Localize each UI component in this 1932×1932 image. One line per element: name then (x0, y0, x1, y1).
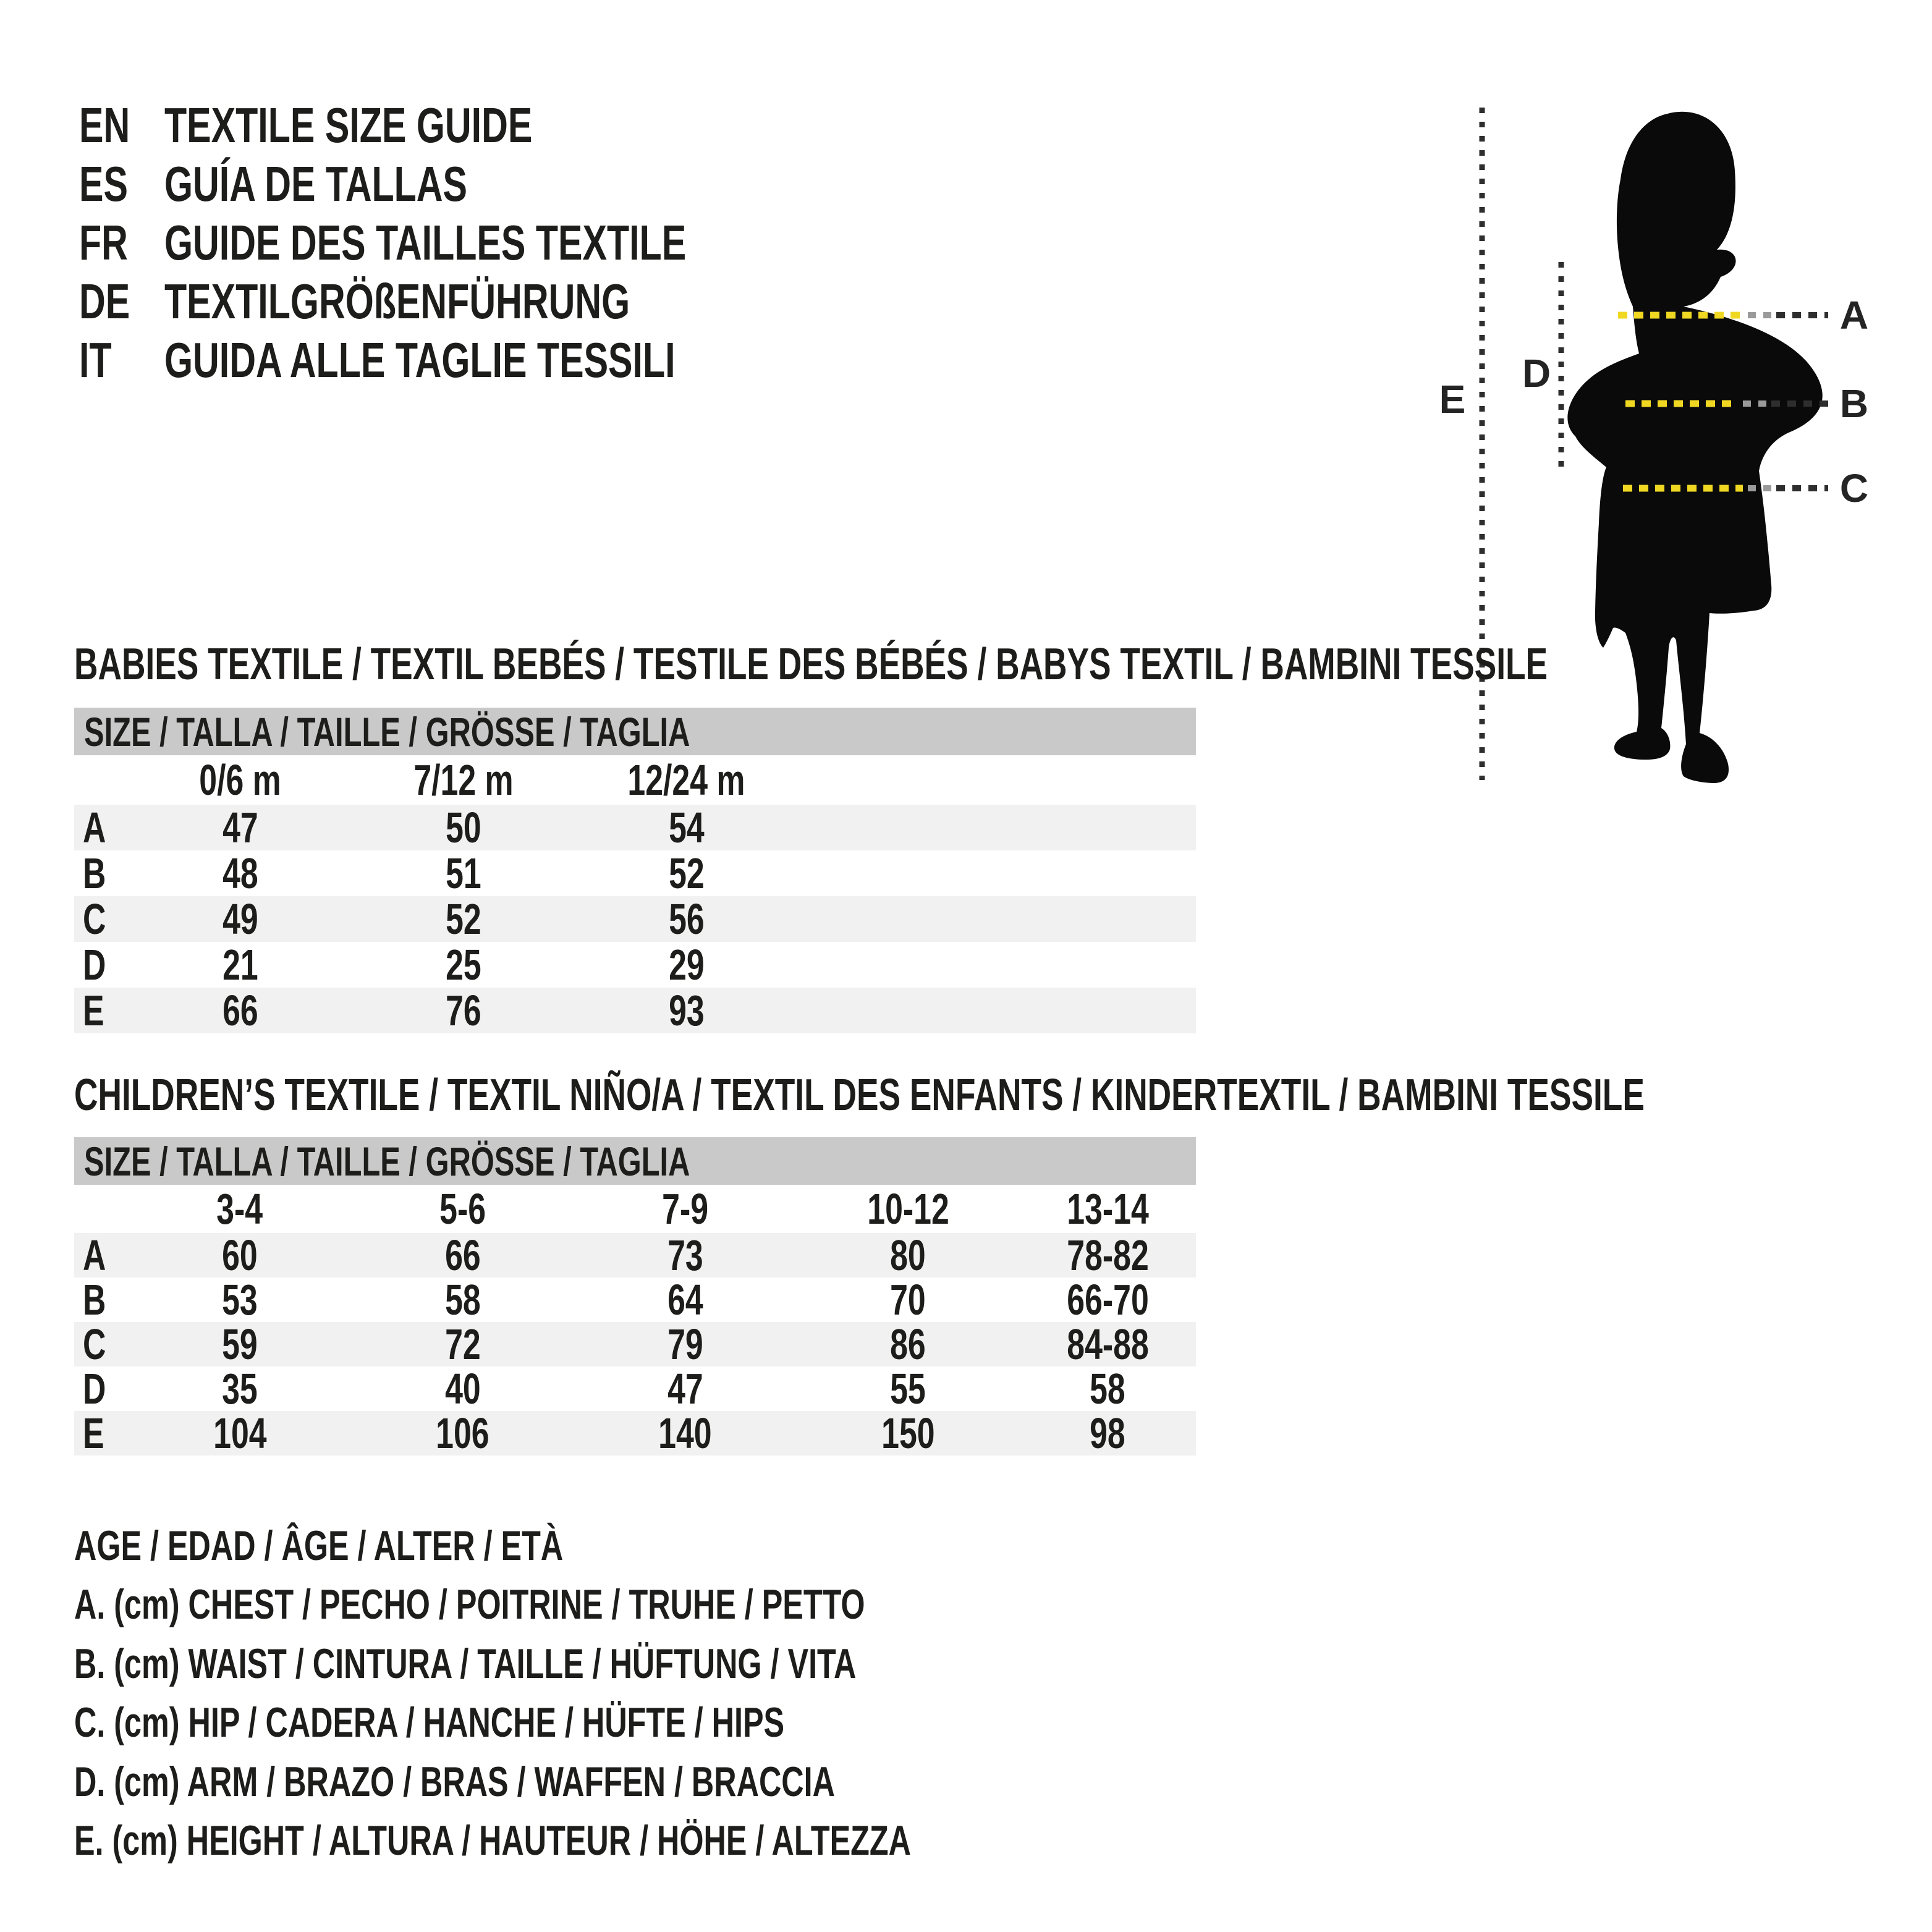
row-label-text: E (83, 986, 104, 1035)
row-label-text: C (83, 895, 106, 943)
cell-value-text: 59 (222, 1320, 258, 1368)
children-section-heading-text: CHILDREN’S TEXTILE / TEXTIL NIÑO/A / TEXTIL DES ENFANTS / KINDERTEXTIL / BAMBINI TESSILE (74, 1070, 1645, 1120)
language-code-text: ES (79, 156, 128, 211)
column-header-text: 13-14 (1067, 1185, 1149, 1233)
measurement-legend (74, 1516, 1205, 1870)
cell-value (351, 1320, 574, 1369)
row-label (74, 940, 129, 989)
cell-value (352, 849, 575, 898)
babies-section-heading-text: BABIES TEXTILE / TEXTIL BEBÉS / TESTILE DES BÉBÉS / BABYS TEXTIL / BAMBINI TESSILE (74, 640, 1548, 689)
row-label (74, 894, 129, 944)
cell-value (351, 1231, 574, 1280)
cell-value-text: 40 (444, 1365, 481, 1413)
cell-value (352, 803, 575, 852)
column-header (129, 1184, 351, 1234)
column-header (574, 1184, 797, 1234)
language-title (164, 97, 662, 154)
cell-value-text: 86 (890, 1320, 926, 1368)
column-header-text: 10-12 (867, 1185, 949, 1233)
cell-value-text: 48 (222, 849, 258, 897)
language-title (164, 156, 574, 213)
cell-value (574, 1409, 797, 1458)
babies-size-table (74, 708, 1196, 1033)
cell-value-text: 25 (445, 941, 481, 989)
column-header-text: 12/24 m (627, 756, 745, 804)
cell-value-text: 47 (222, 803, 258, 852)
cell-value-text: 49 (222, 895, 258, 943)
cell-value-text: 56 (668, 895, 705, 943)
cell-value (1020, 1364, 1197, 1413)
table-row-b (74, 1277, 1196, 1322)
cell-value-text: 104 (213, 1409, 267, 1457)
cell-value (575, 940, 798, 989)
language-code-text: DE (79, 273, 130, 329)
cell-value (1020, 1320, 1197, 1369)
cell-value-text: 52 (445, 895, 481, 943)
babies-size-header-text: SIZE / TALLA / TAILLE / GRÖSSE / TAGLIA (84, 708, 690, 755)
language-row-it (79, 331, 870, 389)
column-header-text: 3-4 (216, 1185, 263, 1233)
language-row-en (79, 96, 870, 155)
legend-line-text: D. (cm) ARM / BRAZO / BRAS / WAFFEN / BRACCIA (74, 1758, 835, 1805)
legend-line-hip (74, 1693, 1205, 1753)
children-section-heading (74, 1072, 1932, 1118)
language-title-text: TEXTILGRÖßENFÜHRUNG (164, 273, 630, 329)
cell-value-text: 98 (1090, 1409, 1126, 1457)
cell-value (129, 986, 352, 1035)
cell-value-text: 35 (222, 1365, 258, 1413)
language-title (164, 273, 794, 330)
language-code (79, 332, 164, 389)
cell-value-text: 72 (444, 1320, 481, 1368)
row-label-text: D (83, 941, 106, 989)
row-label-text: B (83, 1276, 106, 1324)
cell-value (351, 1275, 574, 1324)
table-row-d (74, 1366, 1196, 1411)
table-row-c (74, 1322, 1196, 1366)
cell-value (129, 849, 352, 898)
row-label-text: D (83, 1365, 106, 1413)
cell-value (352, 986, 575, 1035)
cell-value (1020, 1275, 1197, 1324)
language-code-text: EN (79, 97, 130, 153)
cell-value-text: 93 (668, 986, 705, 1035)
cell-value-text: 84-88 (1067, 1320, 1149, 1368)
babies-size-header-bar (74, 708, 1196, 755)
language-code (79, 156, 164, 213)
column-header-text: 5-6 (439, 1185, 486, 1233)
row-label-text: E (83, 1409, 104, 1457)
cell-value-text: 47 (667, 1365, 703, 1413)
table-row-e (74, 988, 1196, 1033)
cell-value-text: 54 (668, 803, 705, 852)
row-label (74, 1320, 129, 1369)
column-header (1020, 1184, 1197, 1234)
cell-value (351, 1409, 574, 1458)
column-header (797, 1184, 1019, 1234)
language-title-list (79, 96, 870, 389)
cell-value (129, 1320, 351, 1369)
cell-value (129, 1364, 351, 1413)
cell-value-text: 140 (658, 1409, 713, 1457)
legend-line-text: AGE / EDAD / ÂGE / ALTER / ETÀ (74, 1522, 564, 1569)
language-code (79, 97, 164, 154)
language-code-text: IT (79, 332, 112, 388)
cell-value-text: 150 (881, 1409, 935, 1457)
language-row-de (79, 272, 870, 331)
legend-line-waist (74, 1634, 1205, 1693)
cell-value-text: 58 (444, 1276, 481, 1324)
column-header (575, 755, 798, 805)
column-header-text: 7-9 (662, 1185, 709, 1233)
cell-value (575, 849, 798, 898)
cell-value-text: 21 (222, 941, 258, 989)
cell-value (129, 803, 352, 852)
measure-label-b: B (1839, 381, 1869, 426)
row-label-text: A (83, 1231, 106, 1279)
measure-label-a: A (1839, 293, 1869, 337)
language-code-text: FR (79, 214, 128, 270)
cell-value-text: 29 (668, 941, 705, 989)
column-header (351, 1184, 574, 1234)
cell-value-text: 73 (667, 1231, 703, 1279)
row-label (74, 1409, 129, 1458)
cell-value-text: 106 (436, 1409, 489, 1457)
cell-value (352, 894, 575, 944)
legend-line-text: A. (cm) CHEST / PECHO / POITRINE / TRUHE / PETTO (74, 1581, 865, 1629)
table-row-e (74, 1411, 1196, 1455)
cell-value (574, 1275, 797, 1324)
cell-value-text: 52 (668, 849, 705, 897)
cell-value-text: 76 (445, 986, 481, 1035)
row-label (74, 849, 129, 898)
cell-value-text: 66 (222, 986, 258, 1035)
column-header (129, 755, 352, 805)
children-column-header-row (74, 1185, 1196, 1233)
row-label (74, 1275, 129, 1324)
children-size-table (74, 1137, 1196, 1455)
row-label-text: C (83, 1320, 106, 1368)
cell-value-text: 50 (445, 803, 481, 852)
cell-value-text: 80 (890, 1231, 926, 1279)
language-row-fr (79, 213, 870, 272)
cell-value-text: 58 (1090, 1365, 1126, 1413)
legend-line-height (74, 1811, 1205, 1871)
cell-value (797, 1231, 1019, 1280)
cell-value (574, 1364, 797, 1413)
cell-value (574, 1320, 797, 1369)
column-header-text: 0/6 m (199, 756, 281, 804)
babies-column-header-row (74, 755, 1196, 805)
legend-line-text: B. (cm) WAIST / CINTURA / TAILLE / HÜFTUNG / VITA (74, 1640, 857, 1687)
row-label-text: B (83, 849, 106, 897)
table-row-b (74, 850, 1196, 896)
cell-value (129, 894, 352, 944)
legend-line-age (74, 1516, 1205, 1575)
cell-value (575, 986, 798, 1035)
cell-value (575, 894, 798, 944)
table-row-d (74, 942, 1196, 988)
language-title-text: GUIDA ALLE TAGLIE TESSILI (164, 332, 676, 388)
language-title (164, 332, 855, 389)
cell-value-text: 66 (444, 1231, 481, 1279)
cell-value (1020, 1409, 1197, 1458)
cell-value (129, 1409, 351, 1458)
table-row-c (74, 896, 1196, 942)
language-code (79, 273, 164, 330)
cell-value (575, 803, 798, 852)
cell-value-text: 64 (667, 1276, 703, 1324)
cell-value-text: 79 (667, 1320, 703, 1368)
table-row-a (74, 805, 1196, 850)
cell-value (797, 1275, 1019, 1324)
language-code (79, 214, 164, 271)
row-label-text: A (83, 803, 106, 852)
cell-value (129, 1275, 351, 1324)
row-label (74, 1231, 129, 1280)
babies-section-heading (74, 642, 1932, 687)
legend-line-chest (74, 1575, 1205, 1635)
column-header-text: 7/12 m (413, 756, 514, 804)
cell-value (1020, 1231, 1197, 1280)
children-size-header-bar (74, 1137, 1196, 1185)
cell-value-text: 51 (445, 849, 481, 897)
measure-label-e: E (1439, 377, 1466, 422)
cell-value (129, 1231, 351, 1280)
table-row-a (74, 1233, 1196, 1277)
cell-value (797, 1364, 1019, 1413)
language-title-text: TEXTILE SIZE GUIDE (164, 97, 533, 153)
cell-value-text: 78-82 (1067, 1231, 1149, 1279)
row-label (74, 1364, 129, 1413)
cell-value (574, 1231, 797, 1280)
measure-label-c: C (1839, 466, 1869, 511)
children-size-header-text: SIZE / TALLA / TAILLE / GRÖSSE / TAGLIA (84, 1138, 690, 1184)
cell-value (352, 940, 575, 989)
cell-value (351, 1364, 574, 1413)
legend-line-arm (74, 1752, 1205, 1811)
language-title (164, 214, 870, 271)
cell-value-text: 70 (890, 1276, 926, 1324)
cell-value (797, 1320, 1019, 1369)
cell-value-text: 66-70 (1067, 1276, 1149, 1324)
language-row-es (79, 155, 870, 213)
row-label (74, 803, 129, 852)
legend-line-text: E. (cm) HEIGHT / ALTURA / HAUTEUR / HÖHE / ALTEZZA (74, 1817, 911, 1865)
cell-value (797, 1409, 1019, 1458)
measure-label-d: D (1522, 351, 1551, 396)
cell-value (129, 940, 352, 989)
language-title-text: GUÍA DE TALLAS (164, 156, 468, 211)
cell-value-text: 55 (890, 1365, 926, 1413)
cell-value-text: 53 (222, 1276, 258, 1324)
column-header (352, 755, 575, 805)
cell-value-text: 60 (222, 1231, 258, 1279)
row-label (74, 986, 129, 1035)
legend-line-text: C. (cm) HIP / CADERA / HANCHE / HÜFTE / HIPS (74, 1699, 785, 1747)
language-title-text: GUIDE DES TAILLES TEXTILE (164, 214, 687, 270)
